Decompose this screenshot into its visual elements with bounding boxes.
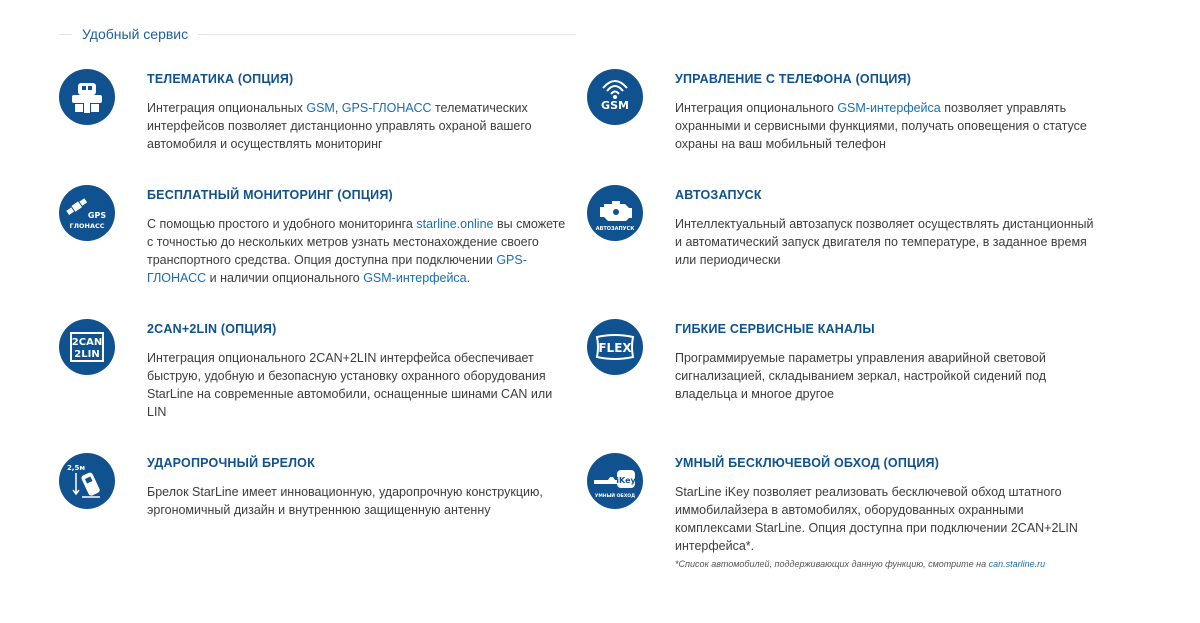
feature-description: Интеграция опционального GSM-интерфейса позволяет управлять охранными и сервисными функциями, получать оповещения о статусе охраны на ваш мобильный телефон <box>675 101 1087 151</box>
glonass-icon-text: ГЛОНАСС <box>69 222 105 230</box>
gps-glonass-link[interactable]: GPS-ГЛОНАСС <box>341 101 432 115</box>
feature-description: Брелок StarLine имеет инновационную, ударопрочную конструкцию, эргономичный дизайн и внутреннюю защищенную антенну <box>147 485 543 517</box>
starline-online-link[interactable]: starline.online <box>416 217 494 231</box>
flex-icon-text: FLEX <box>598 341 632 355</box>
gsm-link[interactable]: GSM <box>306 101 335 115</box>
lin-icon-text: 2LIN <box>74 349 100 360</box>
ikey-icon-text: iKey <box>616 476 636 485</box>
smart-bypass-icon-text: УМНЫЙ ОБХОД <box>594 494 636 499</box>
feature-description: С помощью простого и удобного мониторинга starline.online вы сможете с точностью до нескольких метров узнать местонахождение своего транспортного средства. Опция доступна при подключении GPS-ГЛОНАСС и наличии опционального GSM-интерфейса. <box>147 217 566 285</box>
feature-title: БЕСПЛАТНЫЙ МОНИТОРИНГ (ОПЦИЯ) <box>147 188 393 202</box>
feature-title: АВТОЗАПУСК <box>675 188 762 202</box>
footnote: *Список автомобилей, поддерживающих данную функцию, смотрите на can.starline.ru <box>675 559 1046 569</box>
keyfob-icon <box>59 453 115 509</box>
feature-title: УМНЫЙ БЕСКЛЮЧЕВОЙ ОБХОД (ОПЦИЯ) <box>675 456 940 470</box>
feature-title: УДАРОПРОЧНЫЙ БРЕЛОК <box>147 456 315 470</box>
gsm-icon-text: GSM <box>601 99 629 112</box>
flex-icon <box>587 319 643 375</box>
can-lin-icon <box>59 319 115 375</box>
can-icon-text: 2CAN <box>71 337 103 348</box>
feature-title: УПРАВЛЕНИЕ С ТЕЛЕФОНА (ОПЦИЯ) <box>675 72 912 86</box>
ikey-icon <box>587 453 643 509</box>
feature-description: StarLine iKey позволяет реализовать бесключевой обход штатного иммобилайзера в автомобилях, оборудованных охранными комплексами StarLine. Опция доступна при подключении 2CAN+2LIN интерфейса*. <box>675 485 1078 553</box>
feature-title: 2CAN+2LIN (ОПЦИЯ) <box>147 322 277 336</box>
feature-description: Программируемые параметры управления аварийной световой сигнализацией, складыванием зеркал, настройкой сидений под владельца и многое другое <box>675 351 1047 401</box>
gsm-icon <box>587 69 643 125</box>
feature-description: Интеллектуальный автозапуск позволяет осуществлять дистанционный и автоматический запуск двигателя по температуре, в заданное время или периодически <box>675 217 1094 267</box>
section-title: Удобный сервис <box>72 24 198 44</box>
gsm-interface-link[interactable]: GSM-интерфейса <box>363 271 467 285</box>
satellite-icon <box>59 69 115 125</box>
can-starline-link[interactable]: can.starline.ru <box>988 559 1046 569</box>
autostart-icon-text: АВТОЗАПУСК <box>595 226 635 232</box>
feature-description: Интеграция опциональных GSM, GPS-ГЛОНАСС телематических интерфейсов позволяет дистанционно управлять охраной вашего автомобиля и осуществлять мониторинг <box>147 101 532 151</box>
gps-glonass-icon <box>59 185 115 241</box>
gsm-interface-link[interactable]: GSM-интерфейса <box>837 101 941 115</box>
gps-glonass-link[interactable]: GPS-ГЛОНАСС <box>147 253 527 285</box>
section-header <box>59 24 576 44</box>
keyfob-height-text: 2,5м <box>66 464 86 472</box>
feature-description: Интеграция опционального 2CAN+2LIN интерфейса обеспечивает быструю, удобную и безопасную установку охранного оборудования StarLine на современные автомобили, оснащенные шинами CAN или LIN <box>147 351 553 419</box>
gps-icon-text: GPS <box>87 211 107 220</box>
feature-title: ТЕЛЕМАТИКА (ОПЦИЯ) <box>147 72 294 86</box>
feature-title: ГИБКИЕ СЕРВИСНЫЕ КАНАЛЫ <box>675 322 875 336</box>
engine-icon <box>587 185 643 241</box>
